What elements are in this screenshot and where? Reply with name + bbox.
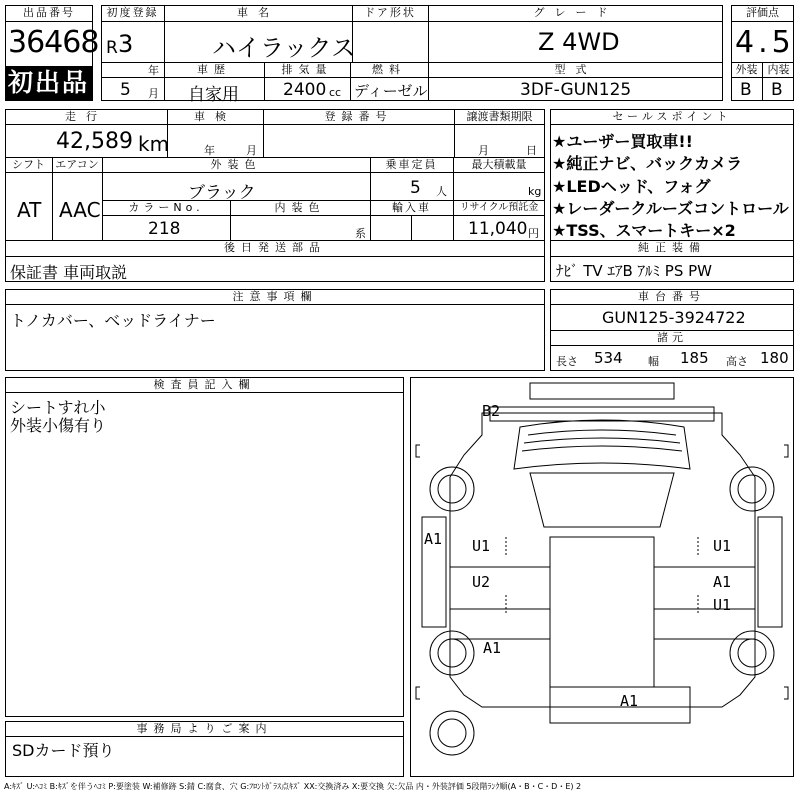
registration-number-label: 登録番号 [324, 110, 393, 123]
later-parts: 保証書 車両取説 [10, 263, 128, 282]
grade-label: グレード [533, 6, 618, 19]
fuel-type: ディーゼル [354, 82, 428, 100]
later-parts-label: 後日発送部品 [224, 241, 326, 254]
damage-mark: A1 [483, 639, 502, 657]
import-label: 輸入車 [392, 201, 431, 214]
office-note: SDカード預り [12, 741, 115, 760]
transfer-day-unit: 日 [526, 144, 537, 157]
color-number: 218 [148, 219, 181, 239]
exterior-grade: B [740, 80, 752, 100]
lot-number: 36468 [8, 25, 99, 60]
recycle-unit: 円 [528, 227, 539, 240]
interior-color-unit: 系 [355, 227, 366, 240]
car-diagram [410, 377, 794, 777]
lot-number-label: 出品番号 [23, 6, 75, 19]
displacement: 2400 [283, 80, 327, 100]
inspection-month-unit: 月 [246, 144, 257, 157]
damage-mark: B2 [482, 402, 501, 420]
damage-mark: U1 [713, 537, 732, 555]
width: 185 [680, 349, 709, 367]
aircon: AAC [59, 198, 101, 222]
displacement-unit: cc [329, 86, 342, 99]
equipment-label: 純正装備 [638, 241, 706, 254]
sales-points-label: セールスポイント [612, 110, 732, 123]
sales-point: ★レーダークルーズコントロール [552, 199, 789, 218]
recycle-label: リサイクル預託金 [459, 202, 539, 213]
damage-mark: A1 [620, 692, 639, 710]
displacement-label: 排気量 [281, 63, 333, 76]
capacity-label: 乗車定員 [385, 158, 438, 171]
capacity: 5 [410, 178, 421, 198]
interior-grade: B [771, 80, 783, 100]
score-label: 評価点 [746, 6, 779, 19]
damage-mark: U1 [472, 537, 491, 555]
inspector-label: 検査員記入欄 [153, 378, 256, 391]
mileage: 42,589 [56, 129, 133, 154]
overall-score: 4.5 [735, 25, 795, 60]
interior-color-label: 内装色 [274, 201, 326, 214]
transfer-month-unit: 月 [478, 144, 489, 157]
chassis-label: 車台番号 [638, 290, 706, 303]
aircon-label: エアコン [55, 158, 99, 171]
damage-mark: A1 [424, 530, 443, 548]
chassis-number: GUN125-3924722 [602, 308, 746, 327]
max-load-unit: kg [528, 185, 542, 198]
door-type-label: ドア形状 [364, 6, 416, 19]
first-registration-label: 初度登録 [106, 6, 159, 19]
grade: Z 4WD [538, 28, 620, 56]
mileage-unit: km [138, 132, 170, 156]
notes-text: トノカバー、ベッドライナー [10, 311, 216, 330]
model-code: 3DF-GUN125 [520, 80, 632, 100]
inspection-label: 車検 [194, 110, 236, 123]
sales-point: ★LEDヘッド、フォグ [552, 177, 711, 196]
vehicle-history: 自家用 [188, 85, 239, 105]
model-label: 型式 [554, 63, 597, 76]
inspector-note: 外装小傷有り [10, 416, 107, 435]
month-unit: 月 [148, 87, 159, 100]
legend: A:ｷｽﾞ U:ﾍｺﾐ B:ｷｽﾞを伴うﾍｺﾐ P:要塗装 W:補修跡 S:錆 C:腐食、穴 G:ﾌﾛﾝﾄｶﾞﾗｽ点ｷｽﾞ XX:交換済み X:要交換 欠:欠品 内・外装評価 5段階ﾗﾝｸ順(A・B・C・D・E) 2 [4, 782, 582, 791]
dimensions-label: 諸元 [657, 331, 687, 344]
transfer-deadline-label: 譲渡書類期限 [466, 110, 533, 123]
damage-mark: U2 [472, 573, 491, 591]
car-name-label: 車名 [237, 6, 279, 19]
damage-mark: U1 [713, 596, 732, 614]
height-label: 高さ [726, 355, 748, 368]
year-unit: 年 [148, 64, 159, 77]
exterior-label: 外装 [735, 63, 758, 76]
color-number-label: カラーNo. [128, 201, 204, 214]
width-label: 幅 [648, 355, 659, 368]
recycle-fee: 11,040 [468, 219, 528, 239]
length-label: 長さ [556, 355, 578, 368]
exterior-color-label: 外装色 [210, 158, 262, 171]
exterior-color: ブラック [188, 183, 256, 203]
capacity-unit: 人 [436, 185, 447, 198]
inspector-note: シートすれ小 [10, 398, 106, 417]
sales-point: ★ユーザー買取車!! [552, 132, 693, 151]
damage-mark: A1 [713, 573, 732, 591]
notes-label: 注意事項欄 [232, 290, 318, 303]
registration-month: 5 [120, 80, 131, 100]
sales-point: ★TSS、スマートキー×2 [552, 221, 736, 240]
first-listing-badge: 初出品 [5, 66, 92, 100]
height: 180 [760, 349, 789, 367]
length: 534 [594, 349, 623, 367]
sales-point: ★純正ナビ、バックカメラ [552, 154, 743, 173]
equipment-list: ﾅﾋﾞ TV ｴｱB ｱﾙﾐ PS PW [556, 262, 712, 280]
car-name: ハイラックス [212, 34, 356, 62]
shift-label: シフト [12, 158, 45, 171]
shift: AT [17, 198, 42, 222]
history-label: 車歴 [197, 63, 231, 76]
fuel-label: 燃料 [372, 63, 406, 76]
office-label: 事務局よりご案内 [136, 722, 273, 735]
max-load-label: 最大積載量 [471, 158, 527, 171]
interior-label: 内装 [767, 63, 790, 76]
mileage-label: 走行 [65, 110, 107, 123]
registration-year: 3 [118, 30, 134, 58]
inspection-year-unit: 年 [204, 144, 215, 157]
era: R [106, 38, 118, 58]
